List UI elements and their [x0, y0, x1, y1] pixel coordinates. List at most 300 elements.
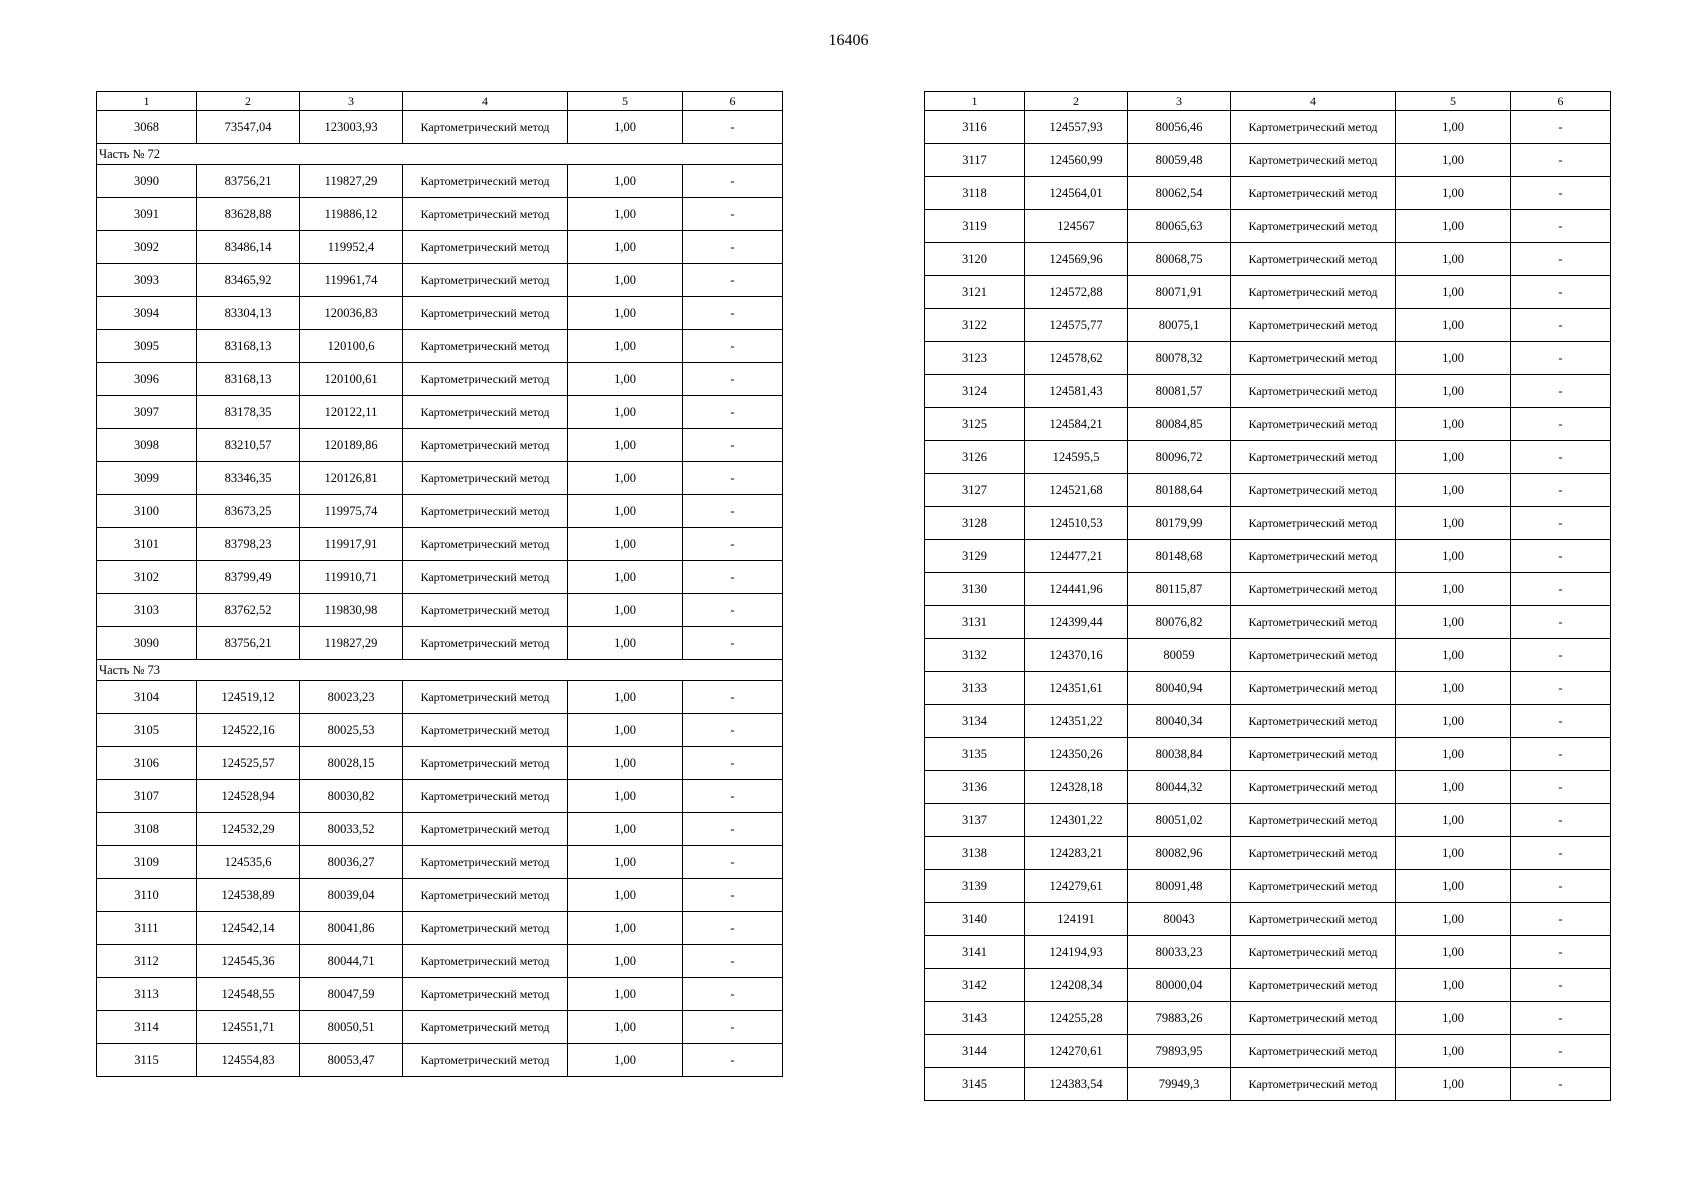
- method-cell: Картометрический метод: [403, 363, 568, 396]
- column-header: 1: [925, 92, 1025, 111]
- accuracy-cell: 1,00: [568, 429, 683, 462]
- y-coordinate-cell: 80062,54: [1128, 177, 1231, 210]
- accuracy-cell: 1,00: [568, 462, 683, 495]
- accuracy-cell: 1,00: [568, 594, 683, 627]
- method-cell: Картометрический метод: [1231, 837, 1396, 870]
- x-coordinate-cell: 124554,83: [197, 1044, 300, 1077]
- y-coordinate-cell: 80059: [1128, 639, 1231, 672]
- method-cell: Картометрический метод: [1231, 408, 1396, 441]
- y-coordinate-cell: 119830,98: [300, 594, 403, 627]
- y-coordinate-cell: 80065,63: [1128, 210, 1231, 243]
- accuracy-cell: 1,00: [1396, 144, 1511, 177]
- table-row: [925, 672, 1611, 705]
- method-cell: Картометрический метод: [1231, 1035, 1396, 1068]
- section-label: Часть № 72: [97, 144, 783, 165]
- description-cell: -: [683, 912, 783, 945]
- accuracy-cell: 1,00: [1396, 441, 1511, 474]
- x-coordinate-cell: 83178,35: [197, 396, 300, 429]
- table-row: [925, 111, 1611, 144]
- accuracy-cell: 1,00: [1396, 342, 1511, 375]
- method-cell: Картометрический метод: [1231, 639, 1396, 672]
- point-number-cell: 3105: [97, 714, 197, 747]
- description-cell: -: [683, 879, 783, 912]
- x-coordinate-cell: 124351,61: [1025, 672, 1128, 705]
- description-cell: -: [1511, 705, 1611, 738]
- table-row: [925, 243, 1611, 276]
- point-number-cell: 3125: [925, 408, 1025, 441]
- y-coordinate-cell: 80025,53: [300, 714, 403, 747]
- x-coordinate-cell: 124510,53: [1025, 507, 1128, 540]
- x-coordinate-cell: 124545,36: [197, 945, 300, 978]
- accuracy-cell: 1,00: [1396, 573, 1511, 606]
- accuracy-cell: 1,00: [568, 231, 683, 264]
- point-number-cell: 3114: [97, 1011, 197, 1044]
- accuracy-cell: 1,00: [1396, 837, 1511, 870]
- column-header: 3: [1128, 92, 1231, 111]
- column-header: 5: [1396, 92, 1511, 111]
- accuracy-cell: 1,00: [568, 846, 683, 879]
- section-header-row: [97, 144, 783, 165]
- table-row: [97, 528, 783, 561]
- y-coordinate-cell: 120189,86: [300, 429, 403, 462]
- method-cell: Картометрический метод: [1231, 771, 1396, 804]
- point-number-cell: 3100: [97, 495, 197, 528]
- description-cell: -: [683, 165, 783, 198]
- column-header: 6: [1511, 92, 1611, 111]
- accuracy-cell: 1,00: [1396, 903, 1511, 936]
- table-row: [97, 978, 783, 1011]
- y-coordinate-cell: 80084,85: [1128, 408, 1231, 441]
- table-row: [97, 165, 783, 198]
- description-cell: -: [1511, 903, 1611, 936]
- x-coordinate-cell: 83210,57: [197, 429, 300, 462]
- point-number-cell: 3108: [97, 813, 197, 846]
- point-number-cell: 3068: [97, 111, 197, 144]
- x-coordinate-cell: 124270,61: [1025, 1035, 1128, 1068]
- method-cell: Картометрический метод: [1231, 507, 1396, 540]
- y-coordinate-cell: 80050,51: [300, 1011, 403, 1044]
- table-row: [925, 342, 1611, 375]
- y-coordinate-cell: 80076,82: [1128, 606, 1231, 639]
- x-coordinate-cell: 124578,62: [1025, 342, 1128, 375]
- y-coordinate-cell: 80036,27: [300, 846, 403, 879]
- point-number-cell: 3115: [97, 1044, 197, 1077]
- description-cell: -: [683, 681, 783, 714]
- point-number-cell: 3096: [97, 363, 197, 396]
- point-number-cell: 3090: [97, 165, 197, 198]
- method-cell: Картометрический метод: [403, 813, 568, 846]
- accuracy-cell: 1,00: [568, 627, 683, 660]
- point-number-cell: 3122: [925, 309, 1025, 342]
- method-cell: Картометрический метод: [403, 681, 568, 714]
- table-row: [97, 879, 783, 912]
- description-cell: -: [1511, 177, 1611, 210]
- table-row: [97, 714, 783, 747]
- coordinates-table-left: [96, 91, 783, 1077]
- y-coordinate-cell: 80096,72: [1128, 441, 1231, 474]
- method-cell: Картометрический метод: [403, 561, 568, 594]
- table-row: [925, 1002, 1611, 1035]
- y-coordinate-cell: 80030,82: [300, 780, 403, 813]
- point-number-cell: 3099: [97, 462, 197, 495]
- accuracy-cell: 1,00: [1396, 738, 1511, 771]
- description-cell: -: [1511, 441, 1611, 474]
- method-cell: Картометрический метод: [403, 1044, 568, 1077]
- method-cell: Картометрический метод: [403, 627, 568, 660]
- description-cell: -: [683, 429, 783, 462]
- accuracy-cell: 1,00: [568, 495, 683, 528]
- method-cell: Картометрический метод: [1231, 705, 1396, 738]
- point-number-cell: 3140: [925, 903, 1025, 936]
- method-cell: Картометрический метод: [403, 594, 568, 627]
- y-coordinate-cell: 119827,29: [300, 627, 403, 660]
- x-coordinate-cell: 124351,22: [1025, 705, 1128, 738]
- x-coordinate-cell: 124370,16: [1025, 639, 1128, 672]
- method-cell: Картометрический метод: [1231, 342, 1396, 375]
- y-coordinate-cell: 80040,94: [1128, 672, 1231, 705]
- accuracy-cell: 1,00: [1396, 1035, 1511, 1068]
- column-header: 4: [403, 92, 568, 111]
- x-coordinate-cell: 124519,12: [197, 681, 300, 714]
- point-number-cell: 3129: [925, 540, 1025, 573]
- point-number-cell: 3130: [925, 573, 1025, 606]
- description-cell: -: [1511, 474, 1611, 507]
- table-row: [97, 330, 783, 363]
- method-cell: Картометрический метод: [403, 264, 568, 297]
- y-coordinate-cell: 120100,6: [300, 330, 403, 363]
- point-number-cell: 3141: [925, 936, 1025, 969]
- description-cell: -: [683, 1044, 783, 1077]
- table-row: [925, 507, 1611, 540]
- accuracy-cell: 1,00: [568, 978, 683, 1011]
- y-coordinate-cell: 120036,83: [300, 297, 403, 330]
- method-cell: Картометрический метод: [403, 330, 568, 363]
- x-coordinate-cell: 83673,25: [197, 495, 300, 528]
- description-cell: -: [1511, 1035, 1611, 1068]
- method-cell: Картометрический метод: [403, 198, 568, 231]
- method-cell: Картометрический метод: [403, 747, 568, 780]
- table-row: [97, 495, 783, 528]
- y-coordinate-cell: 80082,96: [1128, 837, 1231, 870]
- method-cell: Картометрический метод: [1231, 144, 1396, 177]
- point-number-cell: 3116: [925, 111, 1025, 144]
- accuracy-cell: 1,00: [1396, 111, 1511, 144]
- y-coordinate-cell: 79883,26: [1128, 1002, 1231, 1035]
- method-cell: Картометрический метод: [1231, 111, 1396, 144]
- point-number-cell: 3128: [925, 507, 1025, 540]
- description-cell: -: [683, 561, 783, 594]
- y-coordinate-cell: 79893,95: [1128, 1035, 1231, 1068]
- x-coordinate-cell: 124191: [1025, 903, 1128, 936]
- x-coordinate-cell: 83168,13: [197, 330, 300, 363]
- method-cell: Картометрический метод: [403, 1011, 568, 1044]
- description-cell: -: [1511, 804, 1611, 837]
- table-row: [97, 111, 783, 144]
- point-number-cell: 3131: [925, 606, 1025, 639]
- point-number-cell: 3109: [97, 846, 197, 879]
- table-row: [97, 363, 783, 396]
- method-cell: Картометрический метод: [403, 495, 568, 528]
- description-cell: -: [1511, 606, 1611, 639]
- point-number-cell: 3098: [97, 429, 197, 462]
- accuracy-cell: 1,00: [568, 363, 683, 396]
- y-coordinate-cell: 80148,68: [1128, 540, 1231, 573]
- point-number-cell: 3123: [925, 342, 1025, 375]
- description-cell: -: [1511, 210, 1611, 243]
- point-number-cell: 3106: [97, 747, 197, 780]
- x-coordinate-cell: 124564,01: [1025, 177, 1128, 210]
- x-coordinate-cell: 124572,88: [1025, 276, 1128, 309]
- description-cell: -: [1511, 672, 1611, 705]
- y-coordinate-cell: 80033,52: [300, 813, 403, 846]
- point-number-cell: 3142: [925, 969, 1025, 1002]
- description-cell: -: [1511, 771, 1611, 804]
- column-header: 4: [1231, 92, 1396, 111]
- accuracy-cell: 1,00: [568, 714, 683, 747]
- column-header: 6: [683, 92, 783, 111]
- point-number-cell: 3104: [97, 681, 197, 714]
- method-cell: Картометрический метод: [1231, 1002, 1396, 1035]
- table-row: [925, 969, 1611, 1002]
- point-number-cell: 3095: [97, 330, 197, 363]
- accuracy-cell: 1,00: [1396, 276, 1511, 309]
- method-cell: Картометрический метод: [403, 780, 568, 813]
- description-cell: -: [1511, 573, 1611, 606]
- y-coordinate-cell: 80053,47: [300, 1044, 403, 1077]
- coordinates-table-right: [924, 91, 1611, 1101]
- method-cell: Картометрический метод: [1231, 672, 1396, 705]
- x-coordinate-cell: 124399,44: [1025, 606, 1128, 639]
- y-coordinate-cell: 80051,02: [1128, 804, 1231, 837]
- y-coordinate-cell: 80040,34: [1128, 705, 1231, 738]
- point-number-cell: 3139: [925, 870, 1025, 903]
- table-row: [925, 870, 1611, 903]
- x-coordinate-cell: 83346,35: [197, 462, 300, 495]
- accuracy-cell: 1,00: [568, 165, 683, 198]
- method-cell: Картометрический метод: [1231, 903, 1396, 936]
- accuracy-cell: 1,00: [1396, 507, 1511, 540]
- y-coordinate-cell: 80000,04: [1128, 969, 1231, 1002]
- x-coordinate-cell: 124301,22: [1025, 804, 1128, 837]
- point-number-cell: 3107: [97, 780, 197, 813]
- accuracy-cell: 1,00: [568, 297, 683, 330]
- point-number-cell: 3120: [925, 243, 1025, 276]
- table-row: [97, 846, 783, 879]
- column-header: 1: [97, 92, 197, 111]
- x-coordinate-cell: 83304,13: [197, 297, 300, 330]
- table-row: [925, 837, 1611, 870]
- method-cell: Картометрический метод: [1231, 243, 1396, 276]
- accuracy-cell: 1,00: [1396, 474, 1511, 507]
- description-cell: -: [683, 330, 783, 363]
- method-cell: Картометрический метод: [403, 231, 568, 264]
- point-number-cell: 3127: [925, 474, 1025, 507]
- table-row: [97, 561, 783, 594]
- accuracy-cell: 1,00: [1396, 1068, 1511, 1101]
- accuracy-cell: 1,00: [1396, 177, 1511, 210]
- x-coordinate-cell: 83486,14: [197, 231, 300, 264]
- table-row: [925, 474, 1611, 507]
- y-coordinate-cell: 119917,91: [300, 528, 403, 561]
- point-number-cell: 3094: [97, 297, 197, 330]
- accuracy-cell: 1,00: [1396, 936, 1511, 969]
- point-number-cell: 3119: [925, 210, 1025, 243]
- accuracy-cell: 1,00: [568, 561, 683, 594]
- x-coordinate-cell: 83798,23: [197, 528, 300, 561]
- y-coordinate-cell: 119952,4: [300, 231, 403, 264]
- x-coordinate-cell: 124194,93: [1025, 936, 1128, 969]
- table-row: [925, 1035, 1611, 1068]
- method-cell: Картометрический метод: [1231, 936, 1396, 969]
- x-coordinate-cell: 124279,61: [1025, 870, 1128, 903]
- method-cell: Картометрический метод: [1231, 1068, 1396, 1101]
- description-cell: -: [683, 264, 783, 297]
- description-cell: -: [683, 495, 783, 528]
- point-number-cell: 3103: [97, 594, 197, 627]
- point-number-cell: 3143: [925, 1002, 1025, 1035]
- point-number-cell: 3113: [97, 978, 197, 1011]
- table-row: [97, 429, 783, 462]
- description-cell: -: [1511, 870, 1611, 903]
- table-row: [925, 210, 1611, 243]
- point-number-cell: 3124: [925, 375, 1025, 408]
- method-cell: Картометрический метод: [403, 429, 568, 462]
- accuracy-cell: 1,00: [1396, 870, 1511, 903]
- table-row: [925, 177, 1611, 210]
- description-cell: -: [1511, 507, 1611, 540]
- x-coordinate-cell: 124567: [1025, 210, 1128, 243]
- y-coordinate-cell: 80078,32: [1128, 342, 1231, 375]
- x-coordinate-cell: 124581,43: [1025, 375, 1128, 408]
- accuracy-cell: 1,00: [568, 111, 683, 144]
- table-row: [925, 540, 1611, 573]
- x-coordinate-cell: 83756,21: [197, 627, 300, 660]
- accuracy-cell: 1,00: [1396, 1002, 1511, 1035]
- description-cell: -: [683, 396, 783, 429]
- table-row: [925, 639, 1611, 672]
- y-coordinate-cell: 79949,3: [1128, 1068, 1231, 1101]
- accuracy-cell: 1,00: [568, 396, 683, 429]
- description-cell: -: [683, 945, 783, 978]
- table-row: [925, 606, 1611, 639]
- point-number-cell: 3121: [925, 276, 1025, 309]
- y-coordinate-cell: 80115,87: [1128, 573, 1231, 606]
- page-number: 16406: [828, 32, 869, 49]
- method-cell: Картометрический метод: [403, 396, 568, 429]
- table-row: [97, 396, 783, 429]
- accuracy-cell: 1,00: [568, 747, 683, 780]
- point-number-cell: 3133: [925, 672, 1025, 705]
- accuracy-cell: 1,00: [568, 528, 683, 561]
- point-number-cell: 3091: [97, 198, 197, 231]
- x-coordinate-cell: 124477,21: [1025, 540, 1128, 573]
- method-cell: Картометрический метод: [403, 297, 568, 330]
- y-coordinate-cell: 120122,11: [300, 396, 403, 429]
- table-row: [97, 231, 783, 264]
- y-coordinate-cell: 80044,71: [300, 945, 403, 978]
- point-number-cell: 3135: [925, 738, 1025, 771]
- description-cell: -: [1511, 639, 1611, 672]
- accuracy-cell: 1,00: [1396, 771, 1511, 804]
- y-coordinate-cell: 80081,57: [1128, 375, 1231, 408]
- method-cell: Картометрический метод: [403, 978, 568, 1011]
- x-coordinate-cell: 124542,14: [197, 912, 300, 945]
- x-coordinate-cell: 124255,28: [1025, 1002, 1128, 1035]
- x-coordinate-cell: 124521,68: [1025, 474, 1128, 507]
- table-row: [97, 1044, 783, 1077]
- method-cell: Картометрический метод: [1231, 309, 1396, 342]
- accuracy-cell: 1,00: [568, 198, 683, 231]
- description-cell: -: [1511, 111, 1611, 144]
- y-coordinate-cell: 80028,15: [300, 747, 403, 780]
- y-coordinate-cell: 119827,29: [300, 165, 403, 198]
- accuracy-cell: 1,00: [568, 1044, 683, 1077]
- x-coordinate-cell: 124283,21: [1025, 837, 1128, 870]
- table-row: [925, 309, 1611, 342]
- x-coordinate-cell: 124557,93: [1025, 111, 1128, 144]
- description-cell: -: [1511, 1002, 1611, 1035]
- table-row: [97, 264, 783, 297]
- x-coordinate-cell: 124538,89: [197, 879, 300, 912]
- point-number-cell: 3126: [925, 441, 1025, 474]
- description-cell: -: [683, 627, 783, 660]
- x-coordinate-cell: 124383,54: [1025, 1068, 1128, 1101]
- y-coordinate-cell: 80033,23: [1128, 936, 1231, 969]
- description-cell: -: [1511, 243, 1611, 276]
- x-coordinate-cell: 83628,88: [197, 198, 300, 231]
- y-coordinate-cell: 119910,71: [300, 561, 403, 594]
- method-cell: Картометрический метод: [403, 879, 568, 912]
- description-cell: -: [683, 231, 783, 264]
- y-coordinate-cell: 123003,93: [300, 111, 403, 144]
- y-coordinate-cell: 80188,64: [1128, 474, 1231, 507]
- table-row: [97, 1011, 783, 1044]
- table-row: [925, 441, 1611, 474]
- point-number-cell: 3110: [97, 879, 197, 912]
- point-number-cell: 3102: [97, 561, 197, 594]
- table-row: [97, 594, 783, 627]
- table-row: [925, 771, 1611, 804]
- description-cell: -: [683, 780, 783, 813]
- y-coordinate-cell: 119886,12: [300, 198, 403, 231]
- method-cell: Картометрический метод: [1231, 804, 1396, 837]
- y-coordinate-cell: 80043: [1128, 903, 1231, 936]
- table-row: [925, 804, 1611, 837]
- y-coordinate-cell: 80179,99: [1128, 507, 1231, 540]
- method-cell: Картометрический метод: [1231, 870, 1396, 903]
- x-coordinate-cell: 124535,6: [197, 846, 300, 879]
- method-cell: Картометрический метод: [403, 462, 568, 495]
- description-cell: -: [683, 198, 783, 231]
- x-coordinate-cell: 124522,16: [197, 714, 300, 747]
- description-cell: -: [683, 462, 783, 495]
- description-cell: -: [683, 1011, 783, 1044]
- x-coordinate-cell: 124532,29: [197, 813, 300, 846]
- x-coordinate-cell: 124569,96: [1025, 243, 1128, 276]
- table-header-row: [97, 92, 783, 111]
- accuracy-cell: 1,00: [1396, 375, 1511, 408]
- y-coordinate-cell: 120126,81: [300, 462, 403, 495]
- y-coordinate-cell: 80044,32: [1128, 771, 1231, 804]
- point-number-cell: 3145: [925, 1068, 1025, 1101]
- description-cell: -: [1511, 1068, 1611, 1101]
- y-coordinate-cell: 80091,48: [1128, 870, 1231, 903]
- point-number-cell: 3092: [97, 231, 197, 264]
- method-cell: Картометрический метод: [1231, 540, 1396, 573]
- accuracy-cell: 1,00: [1396, 639, 1511, 672]
- method-cell: Картометрический метод: [403, 165, 568, 198]
- table-row: [925, 375, 1611, 408]
